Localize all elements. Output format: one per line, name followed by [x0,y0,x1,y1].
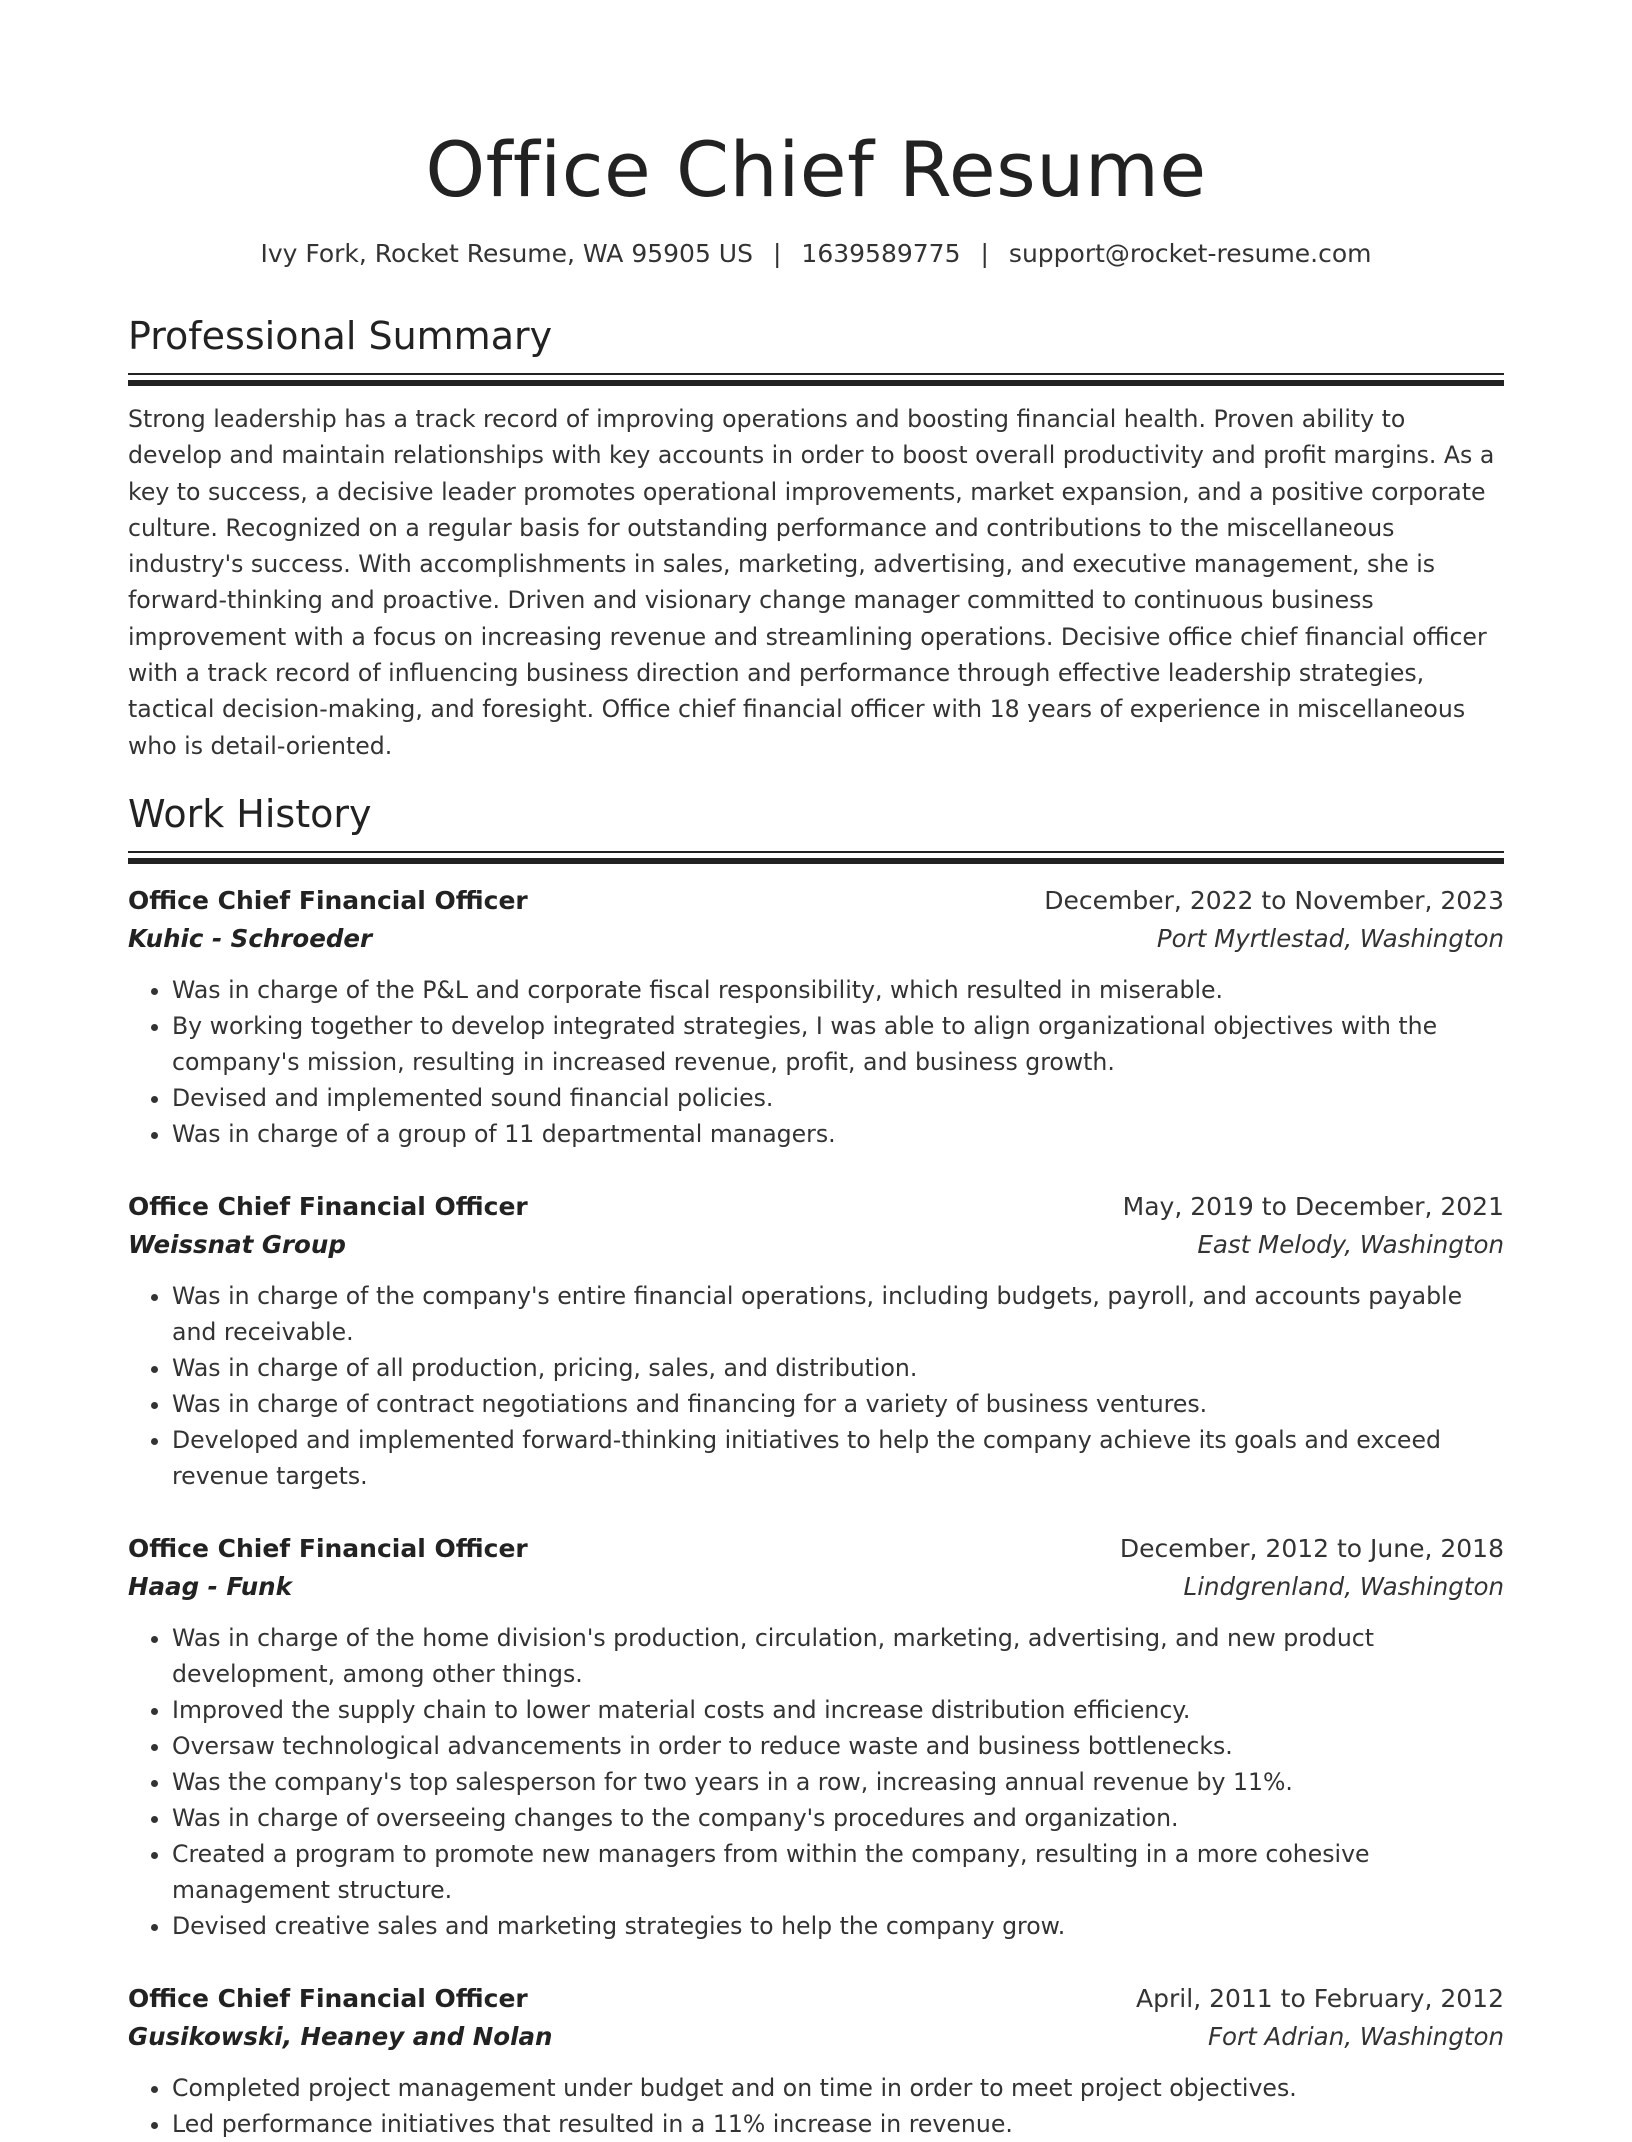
job-entry [128,882,1504,1152]
summary-text: Strong leadership has a track record of improving operations and boosting financial health. Proven ability to develop and maintain relationships with key accounts in order to boost overall productivity and profit margins. As a key to success, a decisive leader promotes operational improvements, market expansion, and a positive corporate culture. Recognized on a regular basis for outstanding performance and contributions to the miscellaneous industry's success. With accomplishments in sales, marketing, advertising, and executive management, she is forward-thinking and proactive. Driven and visionary change manager committed to continuous business improvement with a focus on increasing revenue and streamlining operations. Decisive office chief financial officer with a track record of influencing business direction and performance through effective leadership strategies, tactical decision-making, and foresight. Office chief financial officer with 18 years of experience in miscellaneous who is detail-oriented. [128,405,1495,760]
job-company-row [128,1226,1504,1264]
contact-phone: 1639589775 [801,239,961,268]
bullet-item: • Devised creative sales and marketing strategies to help the company grow. [172,1908,1504,1944]
bullet-item: • Improved the supply chain to lower material costs and increase distribution efficiency. [172,1692,1504,1728]
job-dates: December, 2012 to June, 2018 [1119,1533,1504,1563]
job-title: Office Chief Financial Officer [128,1533,528,1563]
job-dates: December, 2022 to November, 2023 [1044,885,1504,915]
job-company: Kuhic - Schroeder [128,923,373,953]
section-divider-thick [128,858,1504,864]
contact-address: Ivy Fork, Rocket Resume, WA 95905 US [260,239,753,268]
section-divider [128,851,1504,853]
job-entry [128,1188,1504,1494]
contact-separator: | [980,239,989,268]
job-company-row [128,920,1504,958]
bullet-item: • Was in charge of overseeing changes to the company's procedures and organization. [172,1800,1504,1836]
work-history-section [128,791,1504,2142]
job-title: Office Chief Financial Officer [128,1191,528,1221]
section-divider-thick [128,380,1504,386]
professional-summary-section [128,313,1504,764]
bullet-item: • Was in charge of the P&L and corporate fiscal responsibility, which resulted in miserable. [172,972,1504,1008]
bullet-item: • Was in charge of the company's entire financial operations, including budgets, payroll, and accounts payable and receivable. [172,1278,1504,1350]
job-location: Port Myrtlestad, Washington [1156,923,1504,953]
bullet-item: • Developed and implemented forward-thinking initiatives to help the company achieve its goals and exceed revenue targets. [172,1422,1504,1494]
bullet-item: • By working together to develop integrated strategies, I was able to align organizational objectives with the company's mission, resulting in increased revenue, profit, and business growth. [172,1008,1504,1080]
job-company: Gusikowski, Heaney and Nolan [128,2021,553,2051]
bullet-item: • Completed project management under budget and on time in order to meet project objectives. [172,2070,1504,2106]
bullet-item: • Was in charge of all production, pricing, sales, and distribution. [172,1350,1504,1386]
contact-line [128,238,1504,270]
job-dates: April, 2011 to February, 2012 [1136,1983,1504,2013]
job-company-row [128,1568,1504,1606]
contact-separator: | [772,239,782,268]
section-heading-work: Work History [128,791,372,836]
job-header-row [128,882,1504,920]
contact-email: support@rocket-resume.com [1008,239,1372,268]
job-title: Office Chief Financial Officer [128,1983,528,2013]
section-heading-summary: Professional Summary [128,314,553,358]
job-bullets [128,972,1504,1152]
bullet-item: • Created a program to promote new managers from within the company, resulting in a more cohesive management structure. [172,1836,1504,1908]
job-location: Fort Adrian, Washington [1207,2021,1504,2051]
bullet-item: • Devised and implemented sound financial policies. [172,1080,1504,1116]
job-header-row [128,1980,1504,2018]
bullet-item: • Was the company's top salesperson for two years in a row, increasing annual revenue by 11%. [172,1764,1504,1800]
job-location: Lindgrenland, Washington [1183,1571,1504,1601]
job-bullets [128,1278,1504,1494]
bullet-item: • Was in charge of the home division's production, circulation, marketing, advertising, and new product development, among other things. [172,1620,1504,1692]
job-company-row [128,2018,1504,2056]
job-bullets [128,2070,1504,2142]
bullet-item: • Led performance initiatives that resulted in a 11% increase in revenue. [172,2106,1504,2142]
bullet-item: • Was in charge of a group of 11 departmental managers. [172,1116,1504,1152]
job-location: East Melody, Washington [1197,1229,1504,1259]
section-divider [128,373,1504,375]
job-company: Weissnat Group [128,1229,346,1259]
job-header-row [128,1530,1504,1568]
resume-page [128,0,1504,2142]
job-entry [128,1980,1504,2142]
job-company: Haag - Funk [128,1571,292,1601]
job-dates: May, 2019 to December, 2021 [1122,1191,1504,1221]
job-header-row [128,1188,1504,1226]
bullet-item: • Was in charge of contract negotiations and financing for a variety of business ventures. [172,1386,1504,1422]
job-bullets [128,1620,1504,1944]
job-entry [128,1530,1504,1944]
job-title: Office Chief Financial Officer [128,885,528,915]
bullet-item: • Oversaw technological advancements in order to reduce waste and business bottlenecks. [172,1728,1504,1764]
page-title: Office Chief Resume [425,125,1207,214]
